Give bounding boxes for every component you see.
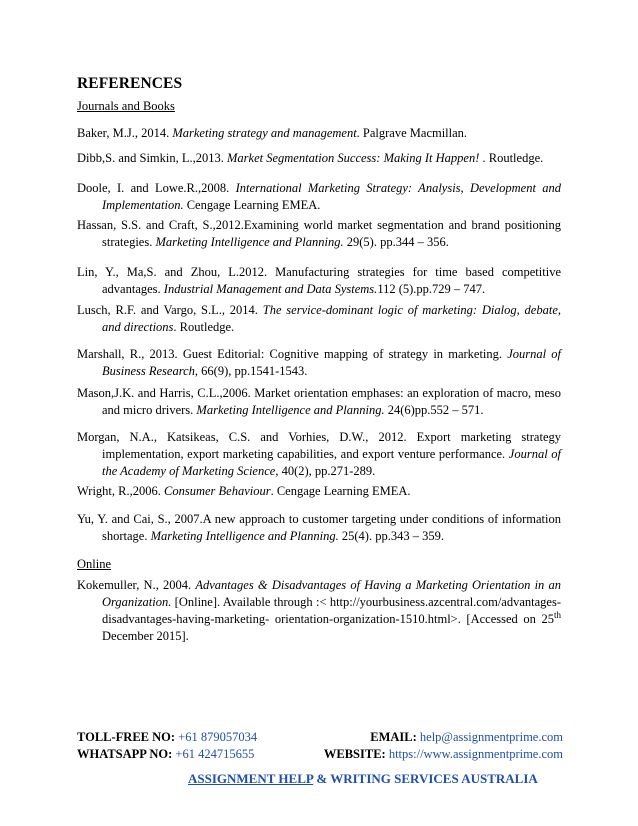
reference-details: . Palgrave Macmillan. [356,126,468,140]
reference-title: Market Segmentation Success: Making It Happen! [227,151,480,165]
online-heading: Online [77,557,112,571]
journals-heading: Journals and Books [77,99,175,113]
reference-author: Baker, M.J., 2014. [77,126,173,140]
reference-details: , 40(2), pp.271-289. [275,464,376,478]
reference-item [77,150,561,167]
reference-title: Marketing strategy and management [172,126,357,140]
reference-author: Dibb,S. and Simkin, L.,2013. [77,151,228,165]
reference-details: . Routledge. [479,151,544,165]
tollfree-number: TOLL-FREE NO: +61 879057034 [77,730,258,744]
reference-title: Consumer Behaviour [164,484,271,498]
reference-item [77,429,561,480]
reference-title: Journal of Business Research [102,347,562,378]
reference-title: International Marketing Strategy: Analysis, Development and Implementation. [102,181,561,212]
reference-item [77,217,561,251]
reference-author: Hassan, S.S. and Craft, S.,2012.Examining world market segmentation and brand positioning strategies. [77,218,561,249]
reference-item [77,385,561,419]
reference-author: Kokemuller, N., 2004. [77,578,196,592]
reference-item [77,302,561,336]
reference-item [77,346,561,380]
footer-tagline [188,771,538,787]
reference-author: Morgan, N.A., Katsikeas, C.S. and Vorhies, D.W., 2012. Export marketing strategy implementation, export marketing capabilities, and export venture performance. [77,430,561,461]
reference-title: Marketing Intelligence and Planning. [155,235,344,249]
reference-title: The service-dominant logic of marketing: Dialog, debate, and directions [102,303,562,334]
reference-author: Doole, I. and Lowe.R.,2008. [77,181,236,195]
website-link[interactable]: WEBSITE: https://www.assignmentprime.com [323,747,563,761]
whatsapp-number: WHATSAPP NO: +61 424715655 [77,747,255,761]
reference-date: December 2015]. [102,629,189,643]
reference-title: Advantages & Disadvantages of Having a Marketing Orientation in an Organization. [102,578,562,609]
reference-details: , 66(9), pp.1541-1543. [194,364,308,378]
reference-title: Marketing Intelligence and Planning. [196,403,385,417]
reference-details: Cengage Learning EMEA. [183,198,321,212]
reference-item [77,180,561,214]
reference-item [77,125,561,142]
reference-superscript: th [553,610,561,620]
reference-title: Industrial Management and Data Systems. [163,282,378,296]
reference-author: Mason,J.K. and Harris, C.L.,2006. Market orientation emphases: an exploration of macro, meso and micro drivers. [77,386,561,417]
reference-author: Wright, R.,2006. [77,484,164,498]
reference-item [77,511,561,545]
reference-details: . Routledge. [173,320,235,334]
tagline-text: & WRITING SERVICES AUSTRALIA [313,771,538,786]
reference-author: Yu, Y. and Cai, S., 2007.A new approach to customer targeting under conditions of information shortage. [77,512,561,543]
reference-details: 25(4). pp.343 – 359. [338,529,444,543]
email-contact[interactable]: EMAIL: help@assignmentprime.com [370,730,563,744]
assignment-help-link[interactable]: ASSIGNMENT HELP [188,771,314,786]
reference-title: Marketing Intelligence and Planning. [150,529,339,543]
reference-author: Lin, Y., Ma,S. and Zhou, L.2012. Manufacturing strategies for time based competitive advantages. [77,265,561,296]
reference-item [77,264,561,298]
page-title: REFERENCES [77,75,183,92]
reference-online [77,577,561,645]
reference-details: 24(6)pp.552 – 571. [384,403,484,417]
reference-details: 29(5). pp.344 – 356. [343,235,449,249]
reference-item [77,483,561,500]
reference-title: Journal of the Academy of Marketing Science [102,447,562,478]
reference-details: . Cengage Learning EMEA. [270,484,411,498]
reference-author: Marshall, R., 2013. Guest Editorial: Cognitive mapping of strategy in marketing. [77,347,508,361]
reference-details: [Online]. Available through :< http://yourbusiness.azcentral.com/advantages-disadvantages-having-marketing- orientation-organization-1510.html>. [Accessed on 25 [102,595,561,626]
reference-author: Lusch, R.F. and Vargo, S.L., 2014. [77,303,263,317]
reference-details: 112 (5).pp.729 – 747. [377,282,486,296]
